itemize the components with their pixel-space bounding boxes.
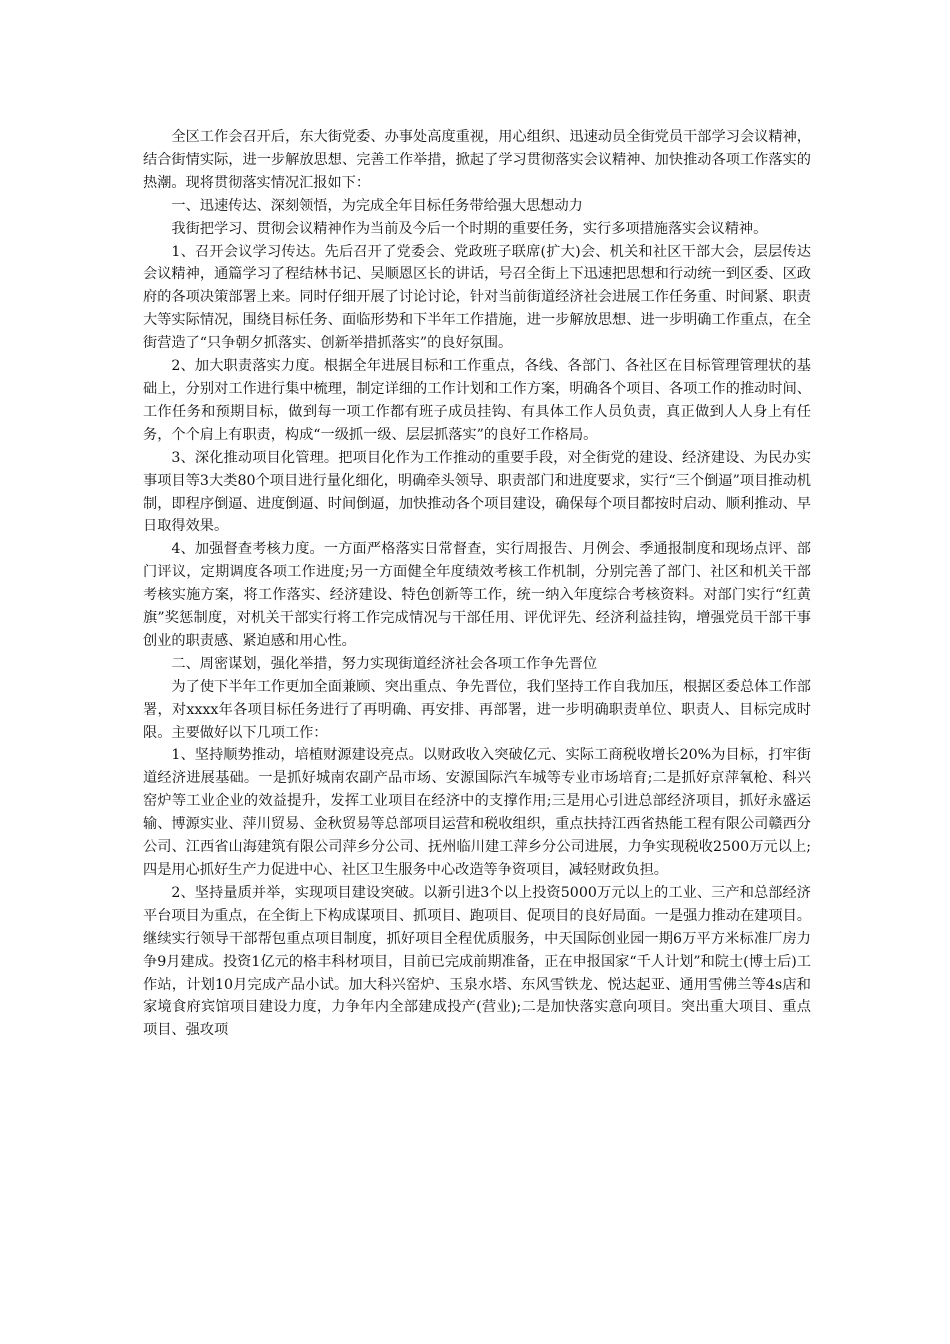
section-1-item-4: 4、加强督查考核力度。一方面严格落实日常督查，实行周报告、月例会、季通报制度和现场点评、部门评议，定期调度各项工作进度;另一方面健全年度绩效考核工作机制，分别完善了部门、社区和机关干部考核实施方案，将工作落实、经济建设、特色创新等工作，统一纳入年度综合考核资料。对部门实行“红黄旗”奖惩制度，对机关干部实行将工作完成情况与干部任用、评优评先、经济利益挂钩，增强党员干部干事创业的职责感、紧迫感和用心性。 xyxy=(143,541,811,649)
section-1-intro: 我街把学习、贯彻会议精神作为当前及今后一个时期的重要任务，实行多项措施落实会议精神。 xyxy=(171,220,768,237)
section-heading-2: 二、周密谋划，强化举措，努力实现街道经济社会各项工作争先晋位 xyxy=(171,655,598,672)
section-1-item-2: 2、加大职责落实力度。根据全年进展目标和工作重点，各线、各部门、各社区在目标管理管理状的基础上，分别对工作进行集中梳理，制定详细的工作计划和工作方案，明确各个项目、各项工作的推动时间、工作任务和预期目标，做到每一项工作都有班子成员挂钩、有具体工作人员负责，真正做到人人身上有任务，个个肩上有职责，构成“一级抓一级、层层抓落实”的良好工作格局。 xyxy=(143,358,811,443)
section-1-item-1: 1、召开会议学习传达。先后召开了党委会、党政班子联席(扩大)会、机关和社区干部大会，层层传达会议精神，通篇学习了程结林书记、吴顺恩区长的讲话，号召全街上下迅速把思想和行动统一到区委、区政府的各项决策部署上来。同时仔细开展了讨论讨论，针对当前街道经济社会进展工作任务重、时间紧、职责大等实际情况，围绕目标任务、面临形势和下半年工作措施，进一步解放思想、进一步明确工作重点，在全街营造了“只争朝夕抓落实、创新举措抓落实”的良好氛围。 xyxy=(143,243,811,352)
section-1-item-3: 3、深化推动项目化管理。把项目化作为工作推动的重要手段，对全街党的建设、经济建设、为民办实事项目等3大类80个项目进行量化细化，明确牵头领导、职责部门和进度要求，实行“三个倒逼”项目推动机制，即程序倒逼、进度倒逼、时间倒逼，加快推动各个项目建设，确保每个项目都按时启动、顺利推动、早日取得效果。 xyxy=(143,449,811,535)
intro-paragraph: 全区工作会召开后，东大街党委、办事处高度重视，用心组织、迅速动员全街党员干部学习会议精神，结合街情实际，进一步解放思想、完善工作举措，掀起了学习贯彻落实会议精神、加快推动各项工作落实的热潮。现将贯彻落实情况汇报如下： xyxy=(143,129,811,191)
section-2-item-2: 2、坚持量质并举，实现项目建设突破。以新引进3个以上投资5000万元以上的工业、三产和总部经济平台项目为重点，在全街上下构成谋项目、抓项目、跑项目、促项目的良好局面。一是强力推动在建项目。继续实行领导干部帮包重点项目制度，抓好项目全程优质服务，中天国际创业园一期6万平方米标准厂房力争9月建成。投资1亿元的格丰科材项目，目前已完成前期准备，正在申报国家“千人计划”和院士(博士后)工作站，计划10月完成产品小试。加大科兴窑炉、玉泉水塔、东风雪铁龙、悦达起亚、通用雪佛兰等4s店和家境食府宾馆项目建设力度，力争年内全部建成投产(营业);二是加快落实意向项目。突出重大项目、重点项目、强攻项 xyxy=(143,884,811,1039)
section-2-item-1: 1、坚持顺势推动，培植财源建设亮点。以财政收入突破亿元、实际工商税收增长20%为目标，打牢街道经济进展基础。一是抓好城南农副产品市场、安源国际汽车城等专业市场培育;二是抓好京萍氧枪、科兴窑炉等工业企业的效益提升，发挥工业项目在经济中的支撑作用;三是用心引进总部经济项目，抓好永盛运输、博源实业、萍川贸易、金秋贸易等总部项目运营和税收组织，重点扶持江西省热能工程有限公司赣西分公司、江西省山海建筑有限公司萍乡分公司、抚州临川建工萍乡分公司进展，力争实现税收2500万元以上;四是用心抓好生产力促进中心、社区卫生服务中心改造等争资项目，减轻财政负担。 xyxy=(143,747,811,878)
section-2-intro: 为了使下半年工作更加全面兼顾、突出重点、争先晋位，我们坚持工作自我加压，根据区委总体工作部署，对xxxx年各项目标任务进行了再明确、再安排、再部署，进一步明确职责单位、职责人、目标完成时限。主要做好以下几项工作： xyxy=(143,678,811,741)
document-body xyxy=(143,126,811,1042)
section-heading-1: 一、迅速传达、深刻领悟，为完成全年目标任务带给强大思想动力 xyxy=(171,197,583,214)
